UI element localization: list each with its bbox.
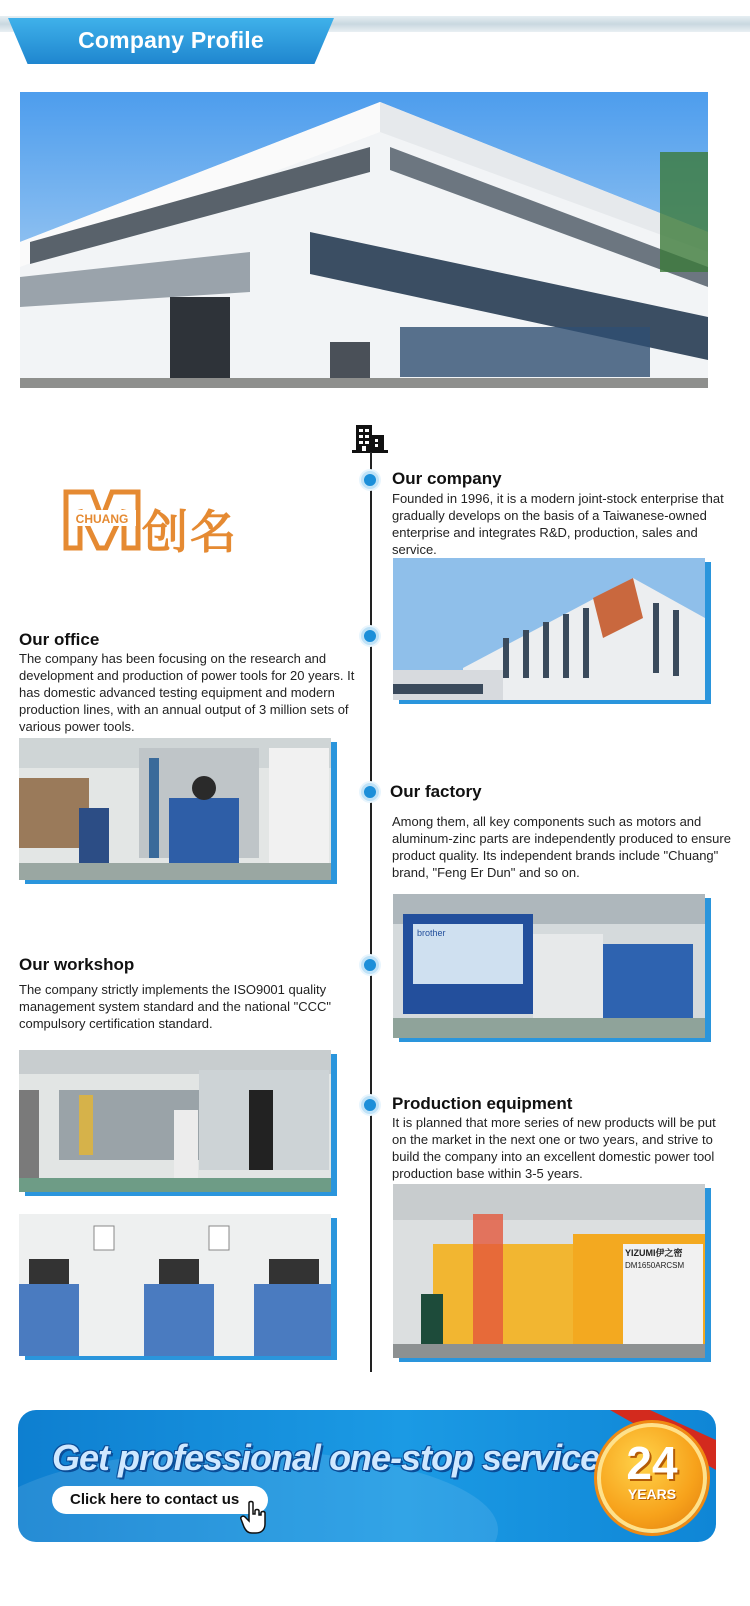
workshop-1-drawing	[19, 1050, 331, 1192]
timeline-dot-company	[361, 471, 379, 489]
pointer-hand-icon	[240, 1500, 268, 1534]
company-building-drawing	[393, 558, 705, 700]
workshop-photo-2	[19, 1214, 331, 1356]
equipment-photo	[393, 1184, 705, 1358]
section-title-office: Our office	[19, 630, 100, 649]
logo-chinese-text: 创名	[142, 506, 238, 558]
company-building-photo	[393, 558, 705, 700]
building-icon	[352, 423, 388, 453]
logo-brand-text: CHUANG	[75, 512, 129, 526]
workshop-2-drawing	[19, 1214, 331, 1356]
banner-title: Get professional one-stop service	[52, 1437, 600, 1478]
brother-label: brother	[417, 928, 446, 938]
section-text-company: Founded in 1996, it is a modern joint-stock enterprise that gradually develops on the basis of a Taiwanese-owned enterprise and integrates R&D, production, sales and service.	[392, 491, 724, 557]
yizumi-model-label: DM1650ARCSM	[625, 1261, 685, 1270]
factory-photo	[393, 894, 705, 1038]
section-title-equipment: Production equipment	[392, 1094, 573, 1113]
section-text-office: The company has been focusing on the research and development and production of power tools for 20 years. It has domestic advanced testing equipment and modern production lines, with an annual output of 3 million sets of various power tools.	[19, 651, 355, 734]
section-text-equipment: It is planned that more series of new products will be put on the market in the next one or two years, and strive to build the company into an excellent domestic power tool production base within 3-5 years.	[392, 1115, 716, 1181]
section-title-workshop: Our workshop	[19, 955, 135, 974]
section-text-factory: Among them, all key components such as motors and aluminum-zinc parts are independently produced to ensure product quality. Its independent brands include "Chuang" brand, "Feng Er Dun" and so on.	[392, 814, 731, 880]
contact-us-button[interactable]: Click here to contact us	[52, 1486, 268, 1514]
timeline-dot-workshop	[361, 956, 379, 974]
years-badge-label: YEARS	[627, 1486, 677, 1502]
hero-building-drawing	[20, 92, 708, 388]
section-title-company: Our company	[392, 469, 502, 488]
factory-drawing	[393, 894, 705, 1038]
equipment-drawing	[393, 1184, 705, 1358]
timeline-dot-factory	[361, 783, 379, 801]
section-text-workshop: The company strictly implements the ISO9001 quality management system standard and the national "CCC" compulsory certification standard.	[19, 982, 332, 1031]
years-badge-number: 24	[626, 1437, 678, 1489]
workshop-photo-1	[19, 1050, 331, 1192]
hero-building-photo	[20, 92, 708, 388]
timeline-line	[370, 452, 372, 1372]
yizumi-label: YIZUMI伊之密	[625, 1248, 683, 1258]
timeline-dot-equipment	[361, 1096, 379, 1114]
page-title: Company Profile	[78, 27, 264, 53]
timeline-dot-office	[361, 627, 379, 645]
section-title-factory: Our factory	[390, 782, 482, 801]
office-drawing	[19, 738, 331, 880]
office-photo	[19, 738, 331, 880]
